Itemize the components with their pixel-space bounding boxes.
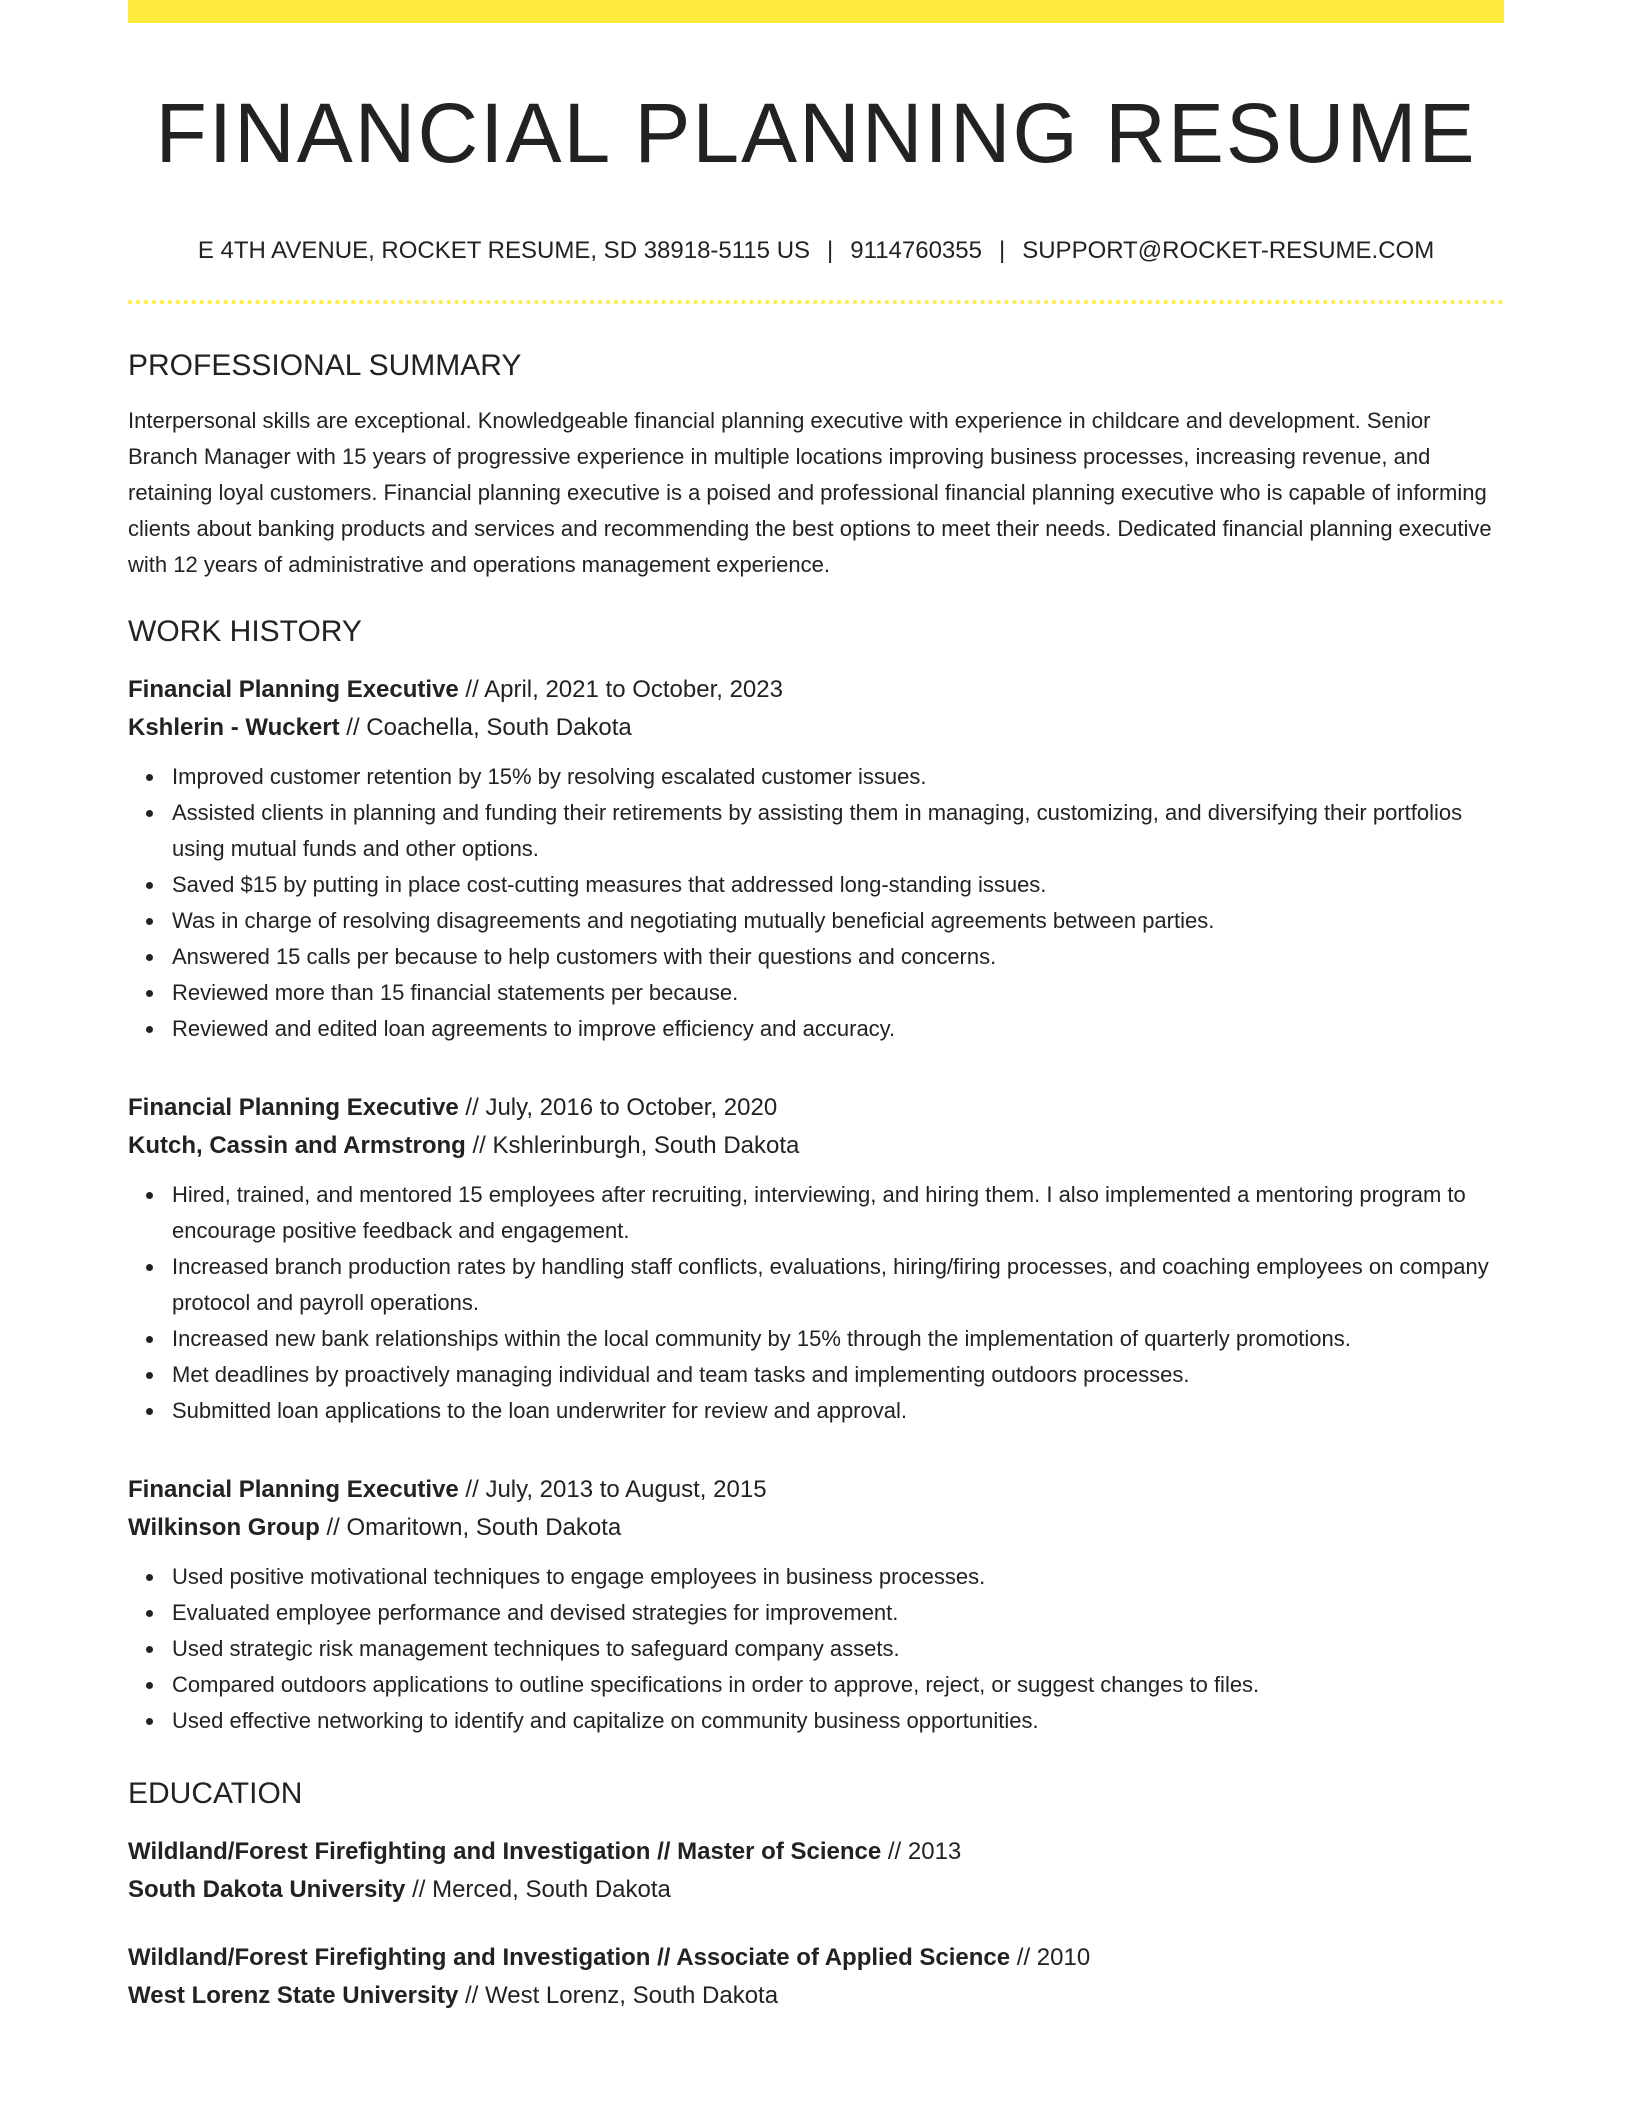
contact-phone: 9114760355 <box>850 237 982 264</box>
job-position: Financial Planning Executive <box>128 1094 459 1121</box>
contact-email: SUPPORT@ROCKET-RESUME.COM <box>1022 237 1435 264</box>
job-dates: // July, 2013 to August, 2015 <box>458 1476 767 1503</box>
job-bullet: Evaluated employee performance and devised strategies for improvement. <box>172 1595 1504 1631</box>
top-accent-bar <box>128 0 1504 23</box>
job-employer <box>128 1127 1504 1165</box>
job-entry <box>128 671 1504 1047</box>
education-heading <box>128 1939 1504 1977</box>
job-heading <box>128 1471 1504 1509</box>
job-bullet: Used positive motivational techniques to engage employees in business processes. <box>172 1559 1504 1595</box>
job-dates: // July, 2016 to October, 2020 <box>458 1094 778 1121</box>
education-school: South Dakota University <box>128 1876 406 1903</box>
summary-text: Interpersonal skills are exceptional. Knowledgeable financial planning executive with experience in childcare and development. Senior Branch Manager with 15 years of progressive experience in multiple locations improving business processes, increasing revenue, and retaining loyal customers. Financial planning executive is a poised and professional financial planning executive who is capable of informing clients about banking products and services and recommending the best options to meet their needs. Dedicated financial planning executive with 12 years of administrative and operations management experience. <box>128 408 1492 577</box>
section-title-summary: PROFESSIONAL SUMMARY <box>128 349 522 382</box>
job-bullet: Assisted clients in planning and funding their retirements by assisting them in managing, customizing, and diversifying their portfolios using mutual funds and other options. <box>172 795 1504 867</box>
contact-separator: | <box>827 237 834 264</box>
job-location: // Coachella, South Dakota <box>339 714 632 741</box>
education-location: // Merced, South Dakota <box>405 1876 671 1903</box>
job-employer <box>128 1509 1504 1547</box>
job-bullet-list <box>128 1177 1504 1429</box>
job-bullet: Answered 15 calls per because to help customers with their questions and concerns. <box>172 939 1504 975</box>
job-bullet: Met deadlines by proactively managing individual and team tasks and implementing outdoors processes. <box>172 1357 1504 1393</box>
section-title-education: EDUCATION <box>128 1777 303 1810</box>
job-bullet: Reviewed and edited loan agreements to improve efficiency and accuracy. <box>172 1011 1504 1047</box>
education-year: // 2010 <box>1010 1944 1091 1971</box>
job-entry <box>128 1089 1504 1429</box>
job-bullet-list <box>128 759 1504 1047</box>
education-entry <box>128 1833 1504 1909</box>
job-entry <box>128 1471 1504 1739</box>
job-bullet: Compared outdoors applications to outline specifications in order to approve, reject, or suggest changes to files. <box>172 1667 1504 1703</box>
job-position: Financial Planning Executive <box>128 676 459 703</box>
job-bullet: Saved $15 by putting in place cost-cutting measures that addressed long-standing issues. <box>172 867 1504 903</box>
contact-line <box>128 236 1504 266</box>
job-bullet: Improved customer retention by 15% by resolving escalated customer issues. <box>172 759 1504 795</box>
job-company: Kshlerin - Wuckert <box>128 714 340 741</box>
job-location: // Kshlerinburgh, South Dakota <box>465 1132 800 1159</box>
job-bullet: Used strategic risk management techniques to safeguard company assets. <box>172 1631 1504 1667</box>
job-location: // Omaritown, South Dakota <box>319 1514 622 1541</box>
job-dates: // April, 2021 to October, 2023 <box>458 676 783 703</box>
resume-page <box>128 0 1504 2015</box>
education-location: // West Lorenz, South Dakota <box>458 1982 779 2009</box>
education-heading <box>128 1833 1504 1871</box>
job-bullet: Hired, trained, and mentored 15 employees after recruiting, interviewing, and hiring them. I also implemented a mentoring program to encourage positive feedback and engagement. <box>172 1177 1504 1249</box>
contact-separator: | <box>998 237 1006 264</box>
section-title-work-history: WORK HISTORY <box>128 615 362 648</box>
job-bullet: Used effective networking to identify and capitalize on community business opportunities. <box>172 1703 1504 1739</box>
education-year: // 2013 <box>881 1838 962 1865</box>
education-school: West Lorenz State University <box>128 1982 459 2009</box>
education-school-line <box>128 1871 1504 1909</box>
dotted-divider <box>128 300 1504 304</box>
job-bullet: Was in charge of resolving disagreements and negotiating mutually beneficial agreements between parties. <box>172 903 1504 939</box>
education-school-line <box>128 1977 1504 2015</box>
job-bullet: Increased new bank relationships within the local community by 15% through the implementation of quarterly promotions. <box>172 1321 1504 1357</box>
job-bullet: Submitted loan applications to the loan underwriter for review and approval. <box>172 1393 1504 1429</box>
contact-address: E 4TH AVENUE, ROCKET RESUME, SD 38918-5115 US <box>197 237 811 264</box>
education-degree: Wildland/Forest Firefighting and Investigation // Master of Science <box>128 1838 882 1865</box>
job-heading <box>128 1089 1504 1127</box>
job-bullet-list <box>128 1559 1504 1739</box>
job-position: Financial Planning Executive <box>128 1476 459 1503</box>
job-bullet: Increased branch production rates by handling staff conflicts, evaluations, hiring/firing processes, and coaching employees on company protocol and payroll operations. <box>172 1249 1504 1321</box>
job-bullet: Reviewed more than 15 financial statements per because. <box>172 975 1504 1011</box>
job-heading <box>128 671 1504 709</box>
education-degree: Wildland/Forest Firefighting and Investigation // Associate of Applied Science <box>128 1944 1011 1971</box>
resume-title: FINANCIAL PLANNING RESUME <box>155 86 1477 180</box>
job-company: Kutch, Cassin and Armstrong <box>128 1132 466 1159</box>
job-company: Wilkinson Group <box>128 1514 320 1541</box>
job-employer <box>128 709 1504 747</box>
education-entry <box>128 1939 1504 2015</box>
